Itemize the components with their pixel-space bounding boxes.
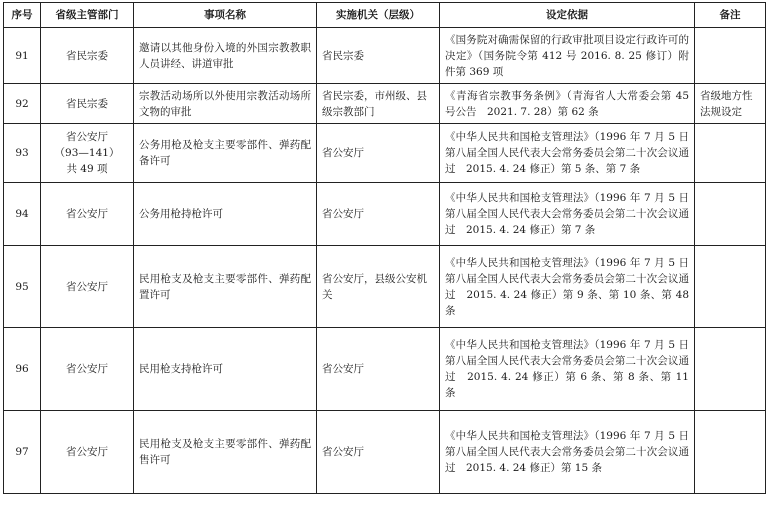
cell-item: 公务用枪持枪许可 (134, 183, 317, 246)
cell-item: 宗教活动场所以外使用宗教活动场所文物的审批 (134, 84, 317, 124)
header-basis: 设定依据 (440, 3, 695, 28)
cell-basis: 《中华人民共和国枪支管理法》（1996 年 7 月 5 日第八届全国人民代表大会常务委员会第二十次会议通过 2015. 4. 24 修正）第 5 条、第 7 条 (440, 124, 695, 183)
cell-basis: 《中华人民共和国枪支管理法》（1996 年 7 月 5 日第八届全国人民代表大会常务委员会第二十次会议通过 2015. 4. 24 修正）第 15 条 (440, 411, 695, 494)
admin-license-table (3, 2, 766, 494)
cell-agency: 省民宗委 (317, 28, 440, 84)
cell-dept: 省公安厅 (41, 328, 134, 411)
cell-dept: 省公安厅 (41, 411, 134, 494)
cell-agency: 省公安厅 (317, 328, 440, 411)
cell-agency: 省公安厅，县级公安机关 (317, 246, 440, 328)
cell-basis: 《青海省宗教事务条例》（青海省人大常委会第 45 号公告 2021. 7. 28）第 62 条 (440, 84, 695, 124)
cell-note (695, 246, 766, 328)
cell-seq: 95 (4, 246, 41, 328)
cell-seq: 91 (4, 28, 41, 84)
cell-agency: 省公安厅 (317, 411, 440, 494)
cell-note (695, 124, 766, 183)
cell-note (695, 328, 766, 411)
cell-note (695, 183, 766, 246)
cell-basis: 《中华人民共和国枪支管理法》（1996 年 7 月 5 日第八届全国人民代表大会常务委员会第二十次会议通过 2015. 4. 24 修正）第 9 条、第 10 条、第 48 条 (440, 246, 695, 328)
table-row (4, 84, 766, 124)
table-row (4, 124, 766, 183)
cell-agency: 省民宗委，市州级、县级宗教部门 (317, 84, 440, 124)
cell-item: 公务用枪及枪支主要零部件、弹药配备许可 (134, 124, 317, 183)
header-item: 事项名称 (134, 3, 317, 28)
header-agency: 实施机关（层级） (317, 3, 440, 28)
cell-seq: 94 (4, 183, 41, 246)
cell-item: 民用枪支持枪许可 (134, 328, 317, 411)
header-seq: 序号 (4, 3, 41, 28)
table-row (4, 328, 766, 411)
table-row (4, 246, 766, 328)
header-note: 备注 (695, 3, 766, 28)
cell-note (695, 28, 766, 84)
cell-seq: 96 (4, 328, 41, 411)
cell-basis: 《中华人民共和国枪支管理法》（1996 年 7 月 5 日第八届全国人民代表大会常务委员会第二十次会议通过 2015. 4. 24 修正）第 7 条 (440, 183, 695, 246)
cell-item: 邀请以其他身份入境的外国宗教教职人员讲经、讲道审批 (134, 28, 317, 84)
cell-seq: 92 (4, 84, 41, 124)
cell-basis: 《中华人民共和国枪支管理法》（1996 年 7 月 5 日第八届全国人民代表大会常务委员会第二十次会议通过 2015. 4. 24 修正）第 6 条、第 8 条、第 11 条 (440, 328, 695, 411)
table-header-row (4, 3, 766, 28)
table-row (4, 411, 766, 494)
cell-agency: 省公安厅 (317, 124, 440, 183)
cell-seq: 97 (4, 411, 41, 494)
cell-seq: 93 (4, 124, 41, 183)
header-dept: 省级主管部门 (41, 3, 134, 28)
cell-dept: 省民宗委 (41, 28, 134, 84)
cell-note (695, 411, 766, 494)
cell-dept: 省公安厅 （93—141） 共 49 项 (41, 124, 134, 183)
cell-agency: 省公安厅 (317, 183, 440, 246)
cell-note: 省级地方性法规设定 (695, 84, 766, 124)
table-row (4, 183, 766, 246)
cell-basis: 《国务院对确需保留的行政审批项目设定行政许可的决定》（国务院令第 412 号 2016. 8. 25 修订）附件第 369 项 (440, 28, 695, 84)
cell-dept: 省公安厅 (41, 183, 134, 246)
cell-item: 民用枪支及枪支主要零部件、弹药配置许可 (134, 246, 317, 328)
cell-item: 民用枪支及枪支主要零部件、弹药配售许可 (134, 411, 317, 494)
cell-dept: 省公安厅 (41, 246, 134, 328)
cell-dept: 省民宗委 (41, 84, 134, 124)
table-row (4, 28, 766, 84)
